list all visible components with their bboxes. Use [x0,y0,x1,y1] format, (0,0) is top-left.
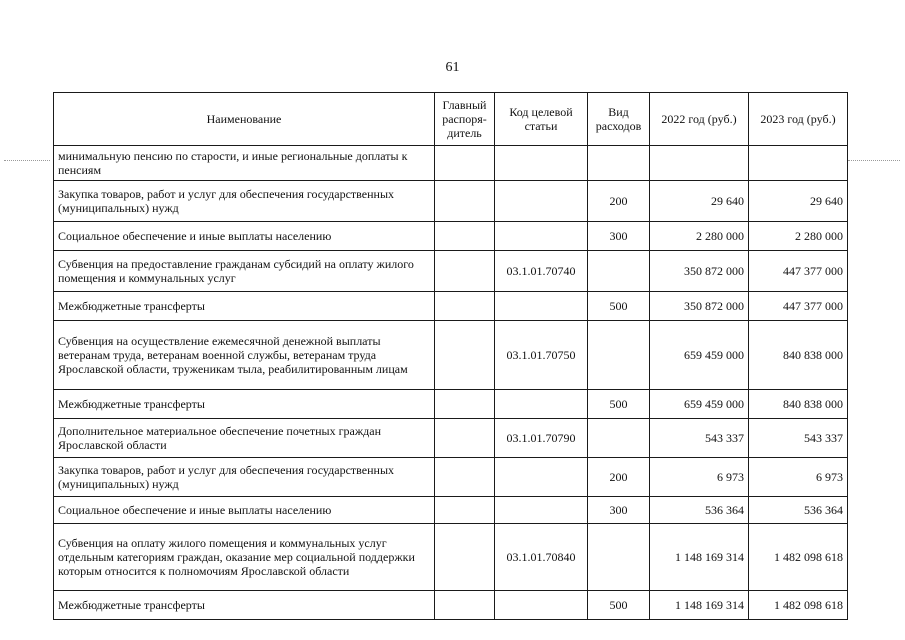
row-target-code [495,591,588,620]
table-row [54,497,848,524]
scan-artifact-line [4,160,50,161]
table-row [54,524,848,591]
row-target-code [495,181,588,222]
row-name: Дополнительное материальное обеспечение почетных граждан Ярославской области [54,419,435,458]
row-amount-2023: 543 337 [749,419,848,458]
row-target-code [495,146,588,181]
table-row [54,591,848,620]
row-expense-type: 500 [588,390,650,419]
table-row [54,321,848,390]
row-amount-2023 [749,146,848,181]
row-amount-2023: 536 364 [749,497,848,524]
row-amount-2023: 2 280 000 [749,222,848,251]
row-amount-2023: 6 973 [749,458,848,497]
row-manager [435,146,495,181]
row-amount-2022: 350 872 000 [650,292,749,321]
budget-table [53,92,848,620]
row-amount-2023: 1 482 098 618 [749,524,848,591]
row-target-code: 03.1.01.70790 [495,419,588,458]
row-amount-2023: 29 640 [749,181,848,222]
row-amount-2022: 659 459 000 [650,321,749,390]
row-amount-2023: 1 482 098 618 [749,591,848,620]
header-year-2023: 2023 год (руб.) [749,93,848,146]
table-row [54,419,848,458]
row-name: минимальную пенсию по старости, и иные региональные доплаты к пенсиям [54,146,435,181]
table-row [54,390,848,419]
row-amount-2023: 447 377 000 [749,292,848,321]
row-expense-type [588,419,650,458]
scan-artifact-line [848,160,900,161]
row-amount-2022: 1 148 169 314 [650,524,749,591]
row-manager [435,321,495,390]
row-name: Межбюджетные трансферты [54,292,435,321]
row-manager [435,222,495,251]
row-manager [435,591,495,620]
row-expense-type: 200 [588,458,650,497]
header-target-code: Код целевой статьи [495,93,588,146]
row-amount-2022: 543 337 [650,419,749,458]
row-name: Субвенция на осуществление ежемесячной денежной выплаты ветеранам труда, ветеранам военной службы, ветеранам труда Ярославской области, труженикам тыла, реабилитированным лицам [54,321,435,390]
row-manager [435,292,495,321]
row-expense-type [588,146,650,181]
table-row [54,251,848,292]
row-amount-2022: 536 364 [650,497,749,524]
page-number: 61 [445,60,460,75]
row-expense-type: 500 [588,591,650,620]
row-amount-2022: 2 280 000 [650,222,749,251]
row-name: Межбюджетные трансферты [54,390,435,419]
row-amount-2022: 6 973 [650,458,749,497]
row-manager [435,390,495,419]
row-target-code: 03.1.01.70740 [495,251,588,292]
row-amount-2022 [650,146,749,181]
row-target-code [495,458,588,497]
row-amount-2022: 1 148 169 314 [650,591,749,620]
table-row [54,222,848,251]
row-expense-type: 300 [588,222,650,251]
row-name: Закупка товаров, работ и услуг для обеспечения государственных (муниципальных) нужд [54,181,435,222]
row-expense-type: 500 [588,292,650,321]
row-amount-2022: 350 872 000 [650,251,749,292]
row-expense-type: 200 [588,181,650,222]
header-year-2022: 2022 год (руб.) [650,93,749,146]
row-manager [435,524,495,591]
header-manager: Главный распоря-дитель [435,93,495,146]
row-name: Социальное обеспечение и иные выплаты населению [54,497,435,524]
row-manager [435,181,495,222]
table-row [54,146,848,181]
row-target-code [495,390,588,419]
row-amount-2023: 840 838 000 [749,390,848,419]
header-expense-type: Вид расходов [588,93,650,146]
table-header-row [54,93,848,146]
row-amount-2022: 29 640 [650,181,749,222]
row-manager [435,251,495,292]
row-expense-type [588,251,650,292]
row-target-code: 03.1.01.70840 [495,524,588,591]
row-amount-2023: 447 377 000 [749,251,848,292]
row-name: Межбюджетные трансферты [54,591,435,620]
row-expense-type [588,524,650,591]
row-target-code [495,497,588,524]
row-expense-type: 300 [588,497,650,524]
row-manager [435,419,495,458]
table-row [54,458,848,497]
row-expense-type [588,321,650,390]
table-row [54,292,848,321]
row-target-code [495,292,588,321]
row-amount-2023: 840 838 000 [749,321,848,390]
row-target-code [495,222,588,251]
row-name: Субвенция на оплату жилого помещения и коммунальных услуг отдельным категориям граждан, оказание мер социальной поддержки которым относится к полномочиям Ярославской области [54,524,435,591]
row-amount-2022: 659 459 000 [650,390,749,419]
row-manager [435,458,495,497]
row-name: Социальное обеспечение и иные выплаты населению [54,222,435,251]
row-name: Субвенция на предоставление гражданам субсидий на оплату жилого помещения и коммунальных услуг [54,251,435,292]
header-name: Наименование [54,93,435,146]
table-row [54,181,848,222]
row-name: Закупка товаров, работ и услуг для обеспечения государственных (муниципальных) нужд [54,458,435,497]
row-target-code: 03.1.01.70750 [495,321,588,390]
row-manager [435,497,495,524]
